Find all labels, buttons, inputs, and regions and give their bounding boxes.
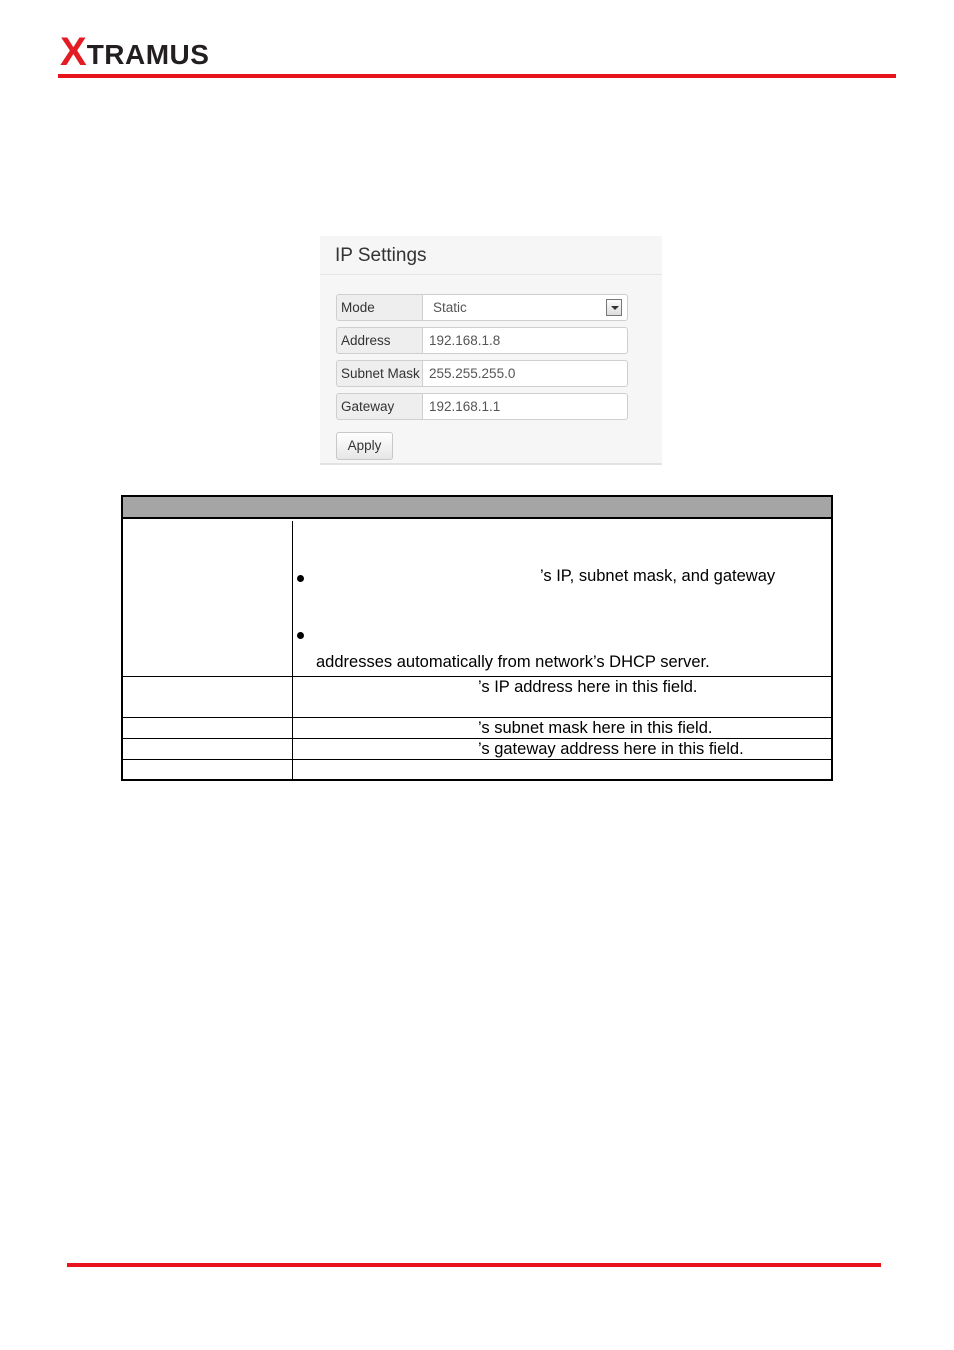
subnet-mask-row bbox=[336, 360, 628, 387]
gateway-input[interactable]: 192.168.1.1 bbox=[422, 393, 628, 420]
gateway-row bbox=[336, 393, 628, 420]
apply-button[interactable]: Apply bbox=[336, 432, 393, 460]
subnet-mask-input[interactable]: 255.255.255.0 bbox=[422, 360, 628, 387]
gateway-description: ’s gateway address here in this field. bbox=[478, 740, 744, 758]
logo-wordmark: TRAMUS bbox=[86, 39, 210, 70]
gateway-label: Gateway bbox=[336, 393, 422, 420]
logo-letter-x: X bbox=[60, 30, 86, 74]
mode-row bbox=[336, 294, 628, 321]
address-input[interactable]: 192.168.1.8 bbox=[422, 327, 628, 354]
address-label: Address bbox=[336, 327, 422, 354]
panel-title: IP Settings bbox=[335, 245, 427, 266]
mode-select[interactable] bbox=[422, 294, 628, 321]
mode-select-value: Static bbox=[433, 300, 467, 315]
bullet-icon bbox=[297, 575, 304, 582]
address-description: ’s IP address here in this field. bbox=[478, 678, 698, 696]
mode-static-description: ’s IP, subnet mask, and gateway bbox=[540, 567, 776, 585]
ip-settings-panel bbox=[320, 236, 662, 465]
panel-divider bbox=[320, 274, 662, 275]
table-row-divider bbox=[123, 759, 831, 760]
table-header-row bbox=[123, 497, 831, 519]
chevron-down-icon[interactable] bbox=[606, 299, 622, 316]
subnet-mask-description: ’s subnet mask here in this field. bbox=[478, 719, 713, 737]
bullet-icon bbox=[297, 632, 304, 639]
column-divider bbox=[292, 521, 293, 779]
xtramus-logo bbox=[60, 30, 210, 74]
table-row-divider bbox=[123, 676, 831, 677]
mode-label: Mode bbox=[336, 294, 422, 321]
address-row bbox=[336, 327, 628, 354]
header-rule bbox=[58, 74, 896, 78]
settings-description-table bbox=[121, 495, 833, 781]
subnet-mask-label: Subnet Mask bbox=[336, 360, 422, 387]
table-row-divider bbox=[123, 717, 831, 718]
footer-rule bbox=[67, 1263, 881, 1267]
mode-dhcp-description: addresses automatically from network’s DHCP server. bbox=[316, 653, 710, 671]
